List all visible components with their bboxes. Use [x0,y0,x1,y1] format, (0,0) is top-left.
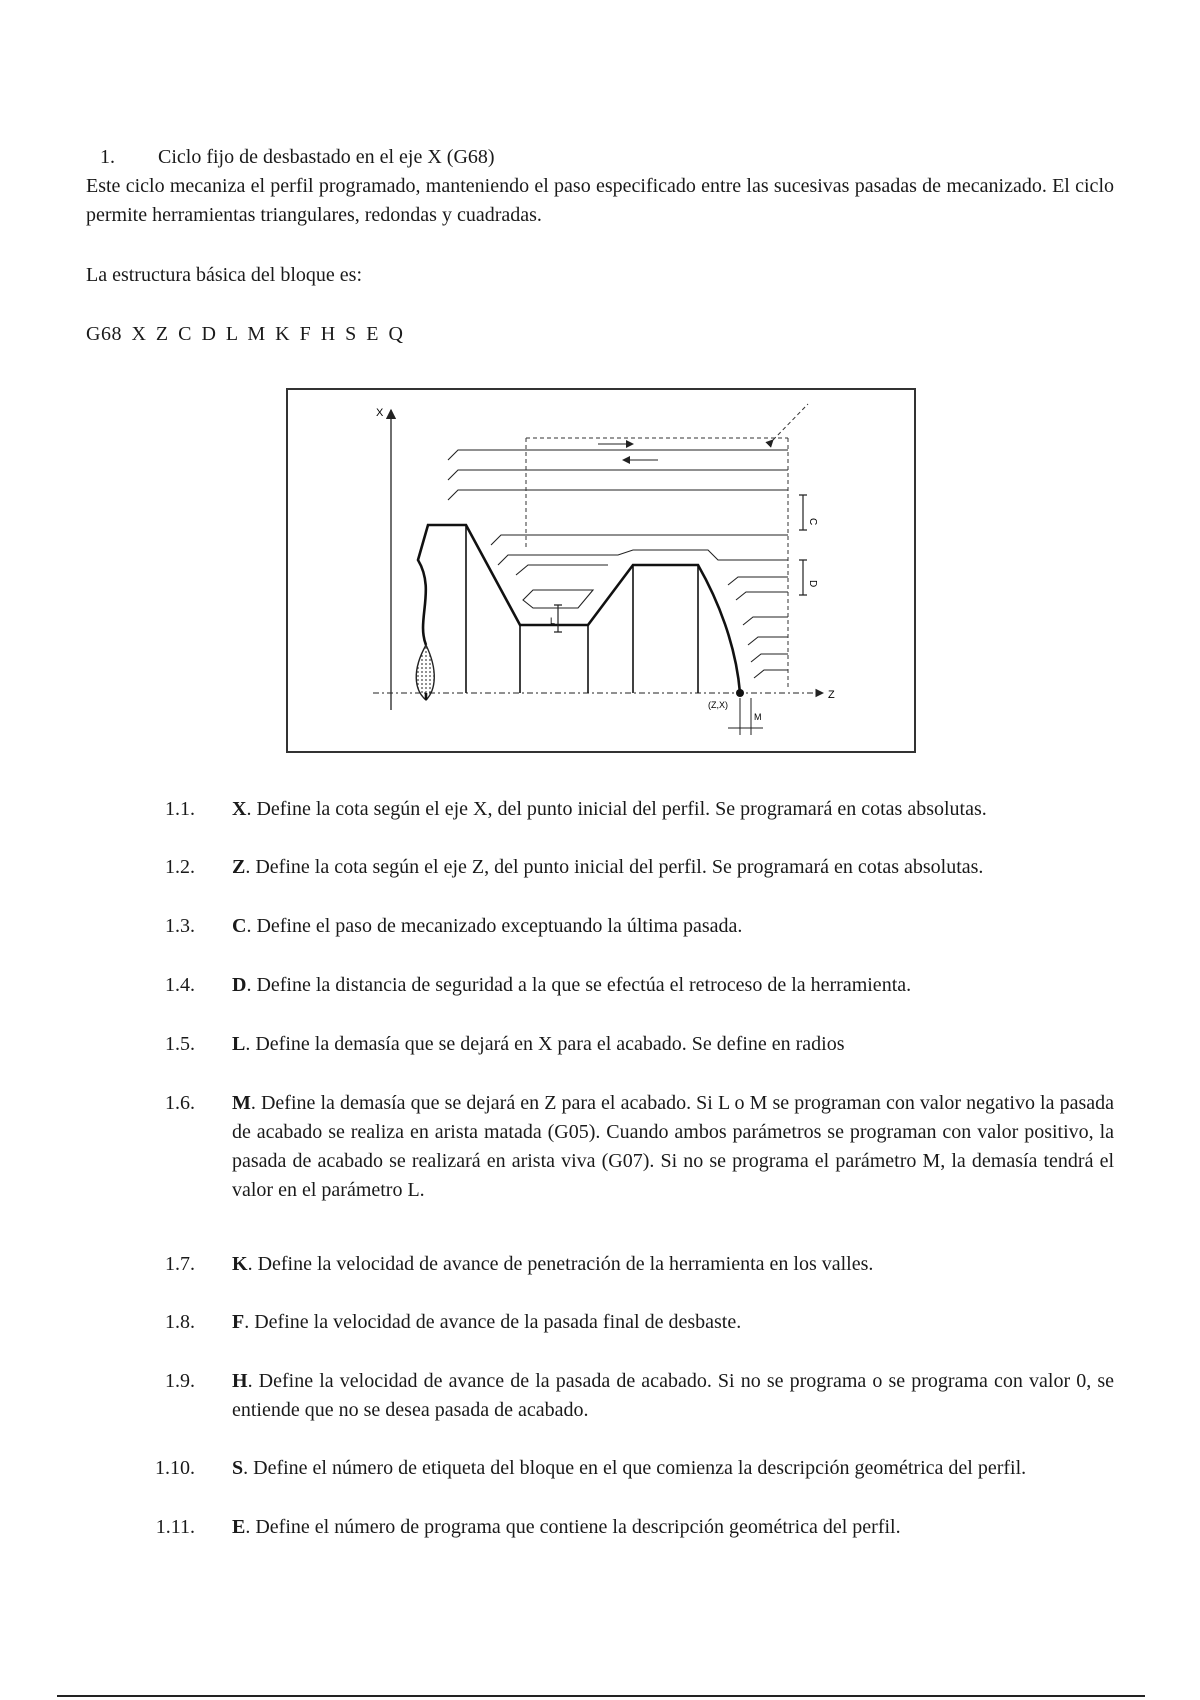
structure-label: La estructura básica del bloque es: [86,264,362,286]
parameter-number: 1.2. [165,856,195,878]
parameter-key: L [232,1033,246,1055]
parameter-number: 1.5. [165,1033,195,1055]
parameter-key: X [232,798,247,820]
label-l: L [550,616,556,626]
parameter-description [232,795,1114,824]
parameter-number: 1.4. [165,974,195,996]
parameter-text: . Define el paso de mecanizado exceptuando la última pasada. [246,915,743,937]
parameter-key: M [232,1092,251,1114]
section-heading [100,145,495,169]
section-title: Ciclo fijo de desbastado en el eje X (G68) [158,146,495,168]
parameter-description [232,1089,1114,1205]
parameter-text: . Define la cota según el eje X, del punto inicial del perfil. Se programará en cotas absolutas. [246,798,987,820]
parameter-text: . Define la distancia de seguridad a la que se efectúa el retroceso de la herramienta. [246,974,912,996]
parameter-number: 1.3. [165,915,195,937]
z-axis-label: Z [828,689,835,701]
parameter-description [232,912,1114,941]
section-number: 1. [100,146,115,168]
parameter-text: . Define la cota según el eje Z, del punto inicial del perfil. Se programará en cotas absolutas. [245,856,984,878]
parameter-text: . Define el número de programa que contiene la descripción geométrica del perfil. [245,1516,901,1538]
parameter-text: . Define la velocidad de avance de la pasada final de desbaste. [244,1311,742,1333]
label-c: C [807,518,818,526]
diagram-svg [288,390,914,751]
parameter-number: 1.9. [165,1370,195,1392]
parameter-description [232,1250,1114,1279]
parameter-key: E [232,1516,246,1538]
parameter-number: 1.11. [155,1516,195,1538]
label-start-point: (Z,X) [708,700,728,710]
parameter-key: Z [232,856,246,878]
parameter-description [232,1367,1114,1425]
parameter-text: . Define la demasía que se dejará en X para el acabado. Se define en radios [245,1033,845,1055]
parameter-text: . Define el número de etiqueta del bloque en el que comienza la descripción geométrica del perfil. [243,1457,1027,1479]
page-footer-rule [57,1695,1145,1697]
start-point [736,689,744,697]
label-d: D [807,580,818,588]
parameter-key: F [232,1311,245,1333]
roughing-passes [448,450,788,678]
parameter-key: D [232,974,247,996]
intro-paragraph: Este ciclo mecaniza el perfil programado, manteniendo el paso especificado entre las sucesivas pasadas de mecanizado. El ciclo permite herramientas triangulares, redondas y cuadradas. [86,175,1114,226]
parameter-key: C [232,915,247,937]
g68-cycle-diagram [286,388,916,753]
parameter-text: . Define la velocidad de avance de la pasada de acabado. Si no se programa o se programa con valor 0, se entiende que no se desea pasada de acabado. [232,1370,1114,1421]
parameter-number: 1.10. [155,1457,195,1479]
label-m: M [754,712,762,722]
parameter-description [232,1030,1114,1059]
parameter-description [232,1513,1114,1542]
parameter-description [232,971,1114,1000]
parameter-key: K [232,1253,248,1275]
parameter-number: 1.7. [165,1253,195,1275]
parameter-number: 1.1. [165,798,195,820]
block-structure: G68 X Z C D L M K F H S E Q [86,323,404,345]
workpiece-break [416,645,434,700]
parameter-text: . Define la velocidad de avance de penetración de la herramienta en los valles. [247,1253,874,1275]
parameter-key: S [232,1457,244,1479]
parameter-number: 1.6. [165,1092,195,1114]
parameter-key: H [232,1370,248,1392]
parameter-number: 1.8. [165,1311,195,1333]
parameter-description [232,1454,1114,1483]
x-axis-label: X [376,407,384,419]
parameter-text: . Define la demasía que se dejará en Z para el acabado. Si L o M se programan con valor negativo la pasada de acabado se realiza en arista matada (G05). Cuando ambos parámetros se programan con valor positivo, la pasada de acabado se realizará en arista viva (G07). Si no se programa el parámetro M, la demasía tendrá el valor en el parámetro L. [232,1092,1114,1201]
parameter-description [232,1308,1114,1337]
parameter-description [232,853,1114,882]
